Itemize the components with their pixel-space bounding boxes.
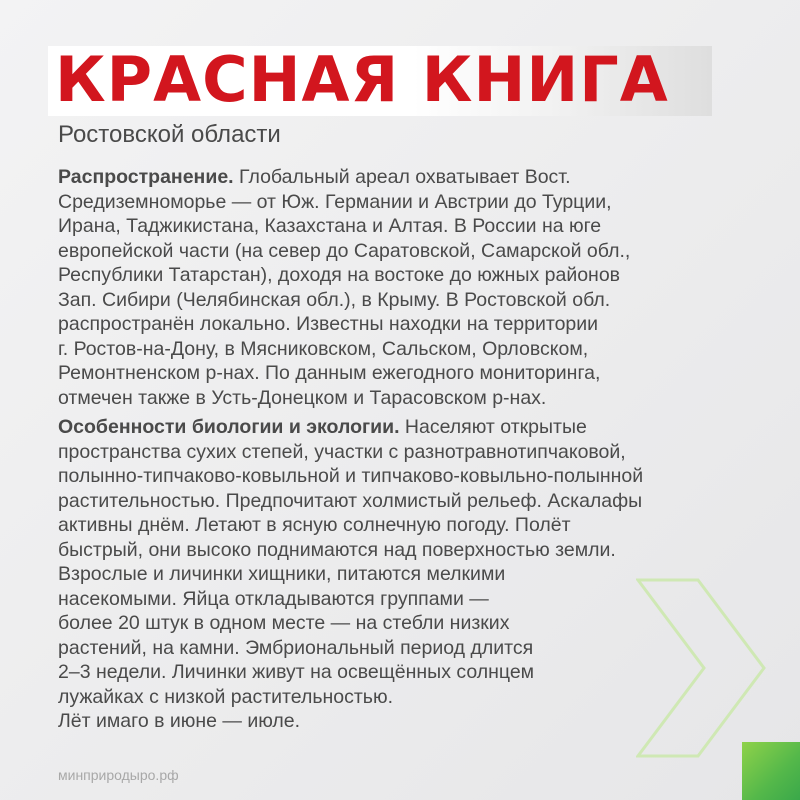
- section-distribution: [58, 165, 778, 410]
- text-line: 2–3 недели. Личинки живут на освещённых солнцем: [58, 661, 535, 683]
- text-line: Лёт имаго в июне — июле.: [58, 710, 301, 732]
- text-line: насекомыми. Яйца откладываются группами —: [58, 587, 489, 610]
- text-line: отмечен также в Усть-Донецком и Тарасовском р-нах.: [58, 386, 547, 409]
- text-line: [58, 415, 778, 440]
- text-line: Ирана, Таджикистана, Казахстана и Алтая. В России на юге: [58, 215, 602, 237]
- text-fragment: Населяют открытые: [399, 416, 587, 438]
- corner-accent: [742, 742, 800, 800]
- text-line: распространён локально. Известны находки на территории: [58, 313, 599, 335]
- text-line: европейской части (на север до Саратовской, Самарской обл.,: [58, 239, 631, 262]
- text-line: более 20 штук в одном месте — на стебли низких: [58, 612, 510, 634]
- section-heading-distribution: Распространение.: [58, 166, 234, 188]
- text-line: активны днём. Летают в ясную солнечную погоду. Полёт: [58, 514, 571, 536]
- chevron-right-icon: [636, 578, 766, 758]
- text-line: растений, на камни. Эмбриональный период длится: [58, 636, 534, 659]
- text-line: Ремонтненском р-нах. По данным ежегодного мониторинга,: [58, 362, 601, 384]
- page-subtitle: Ростовской области: [58, 121, 281, 148]
- text-line: пространства сухих степей, участки с разнотравнотипчаковой,: [58, 440, 626, 463]
- text-line: быстрый, они высоко поднимаются над поверхностью земли.: [58, 538, 616, 561]
- text-line: Средиземноморье — от Юж. Германии и Австрии до Турции,: [58, 190, 612, 213]
- text-line: полынно-типчаково-ковыльной и типчаково-ковыльно-полынной: [58, 465, 644, 487]
- text-line: Зап. Сибири (Челябинская обл.), в Крыму. В Ростовской обл.: [58, 288, 611, 311]
- text-line: лужайках с низкой растительностью.: [58, 685, 393, 708]
- text-line: г. Ростов-на-Дону, в Мясниковском, Сальском, Орловском,: [58, 337, 589, 360]
- text-fragment: Глобальный ареал охватывает Вост.: [233, 166, 571, 188]
- text-line: растительностью. Предпочитают холмистый рельеф. Аскалафы: [58, 489, 643, 512]
- text-line: [58, 165, 778, 190]
- text-line: Взрослые и личинки хищники, питаются мелкими: [58, 563, 506, 585]
- page-title: КРАСНАЯ КНИГА: [55, 43, 669, 116]
- footer-website: минприродыро.рф: [58, 767, 179, 783]
- section-heading-biology: Особенности биологии и экологии.: [58, 416, 400, 438]
- text-line: Республики Татарстан), доходя на востоке до южных районов: [58, 264, 621, 286]
